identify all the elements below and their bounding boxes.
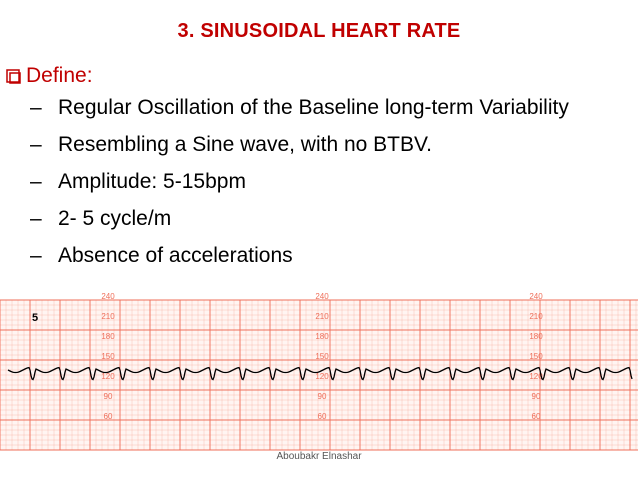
scale-label: 90 (317, 392, 327, 401)
bullet-item (30, 96, 630, 119)
dash-marker: – (30, 170, 42, 193)
footer-author: Aboubakr Elnashar (276, 451, 362, 462)
bullet-text: Resembling a Sine wave, with no BTBV. (58, 133, 432, 156)
scale-label: 150 (315, 352, 329, 361)
bullet-item (30, 207, 630, 230)
dash-marker: – (30, 244, 42, 267)
bullet-text: 2- 5 cycle/m (58, 207, 172, 230)
scale-label: 60 (317, 412, 327, 421)
scale-label: 180 (101, 332, 115, 341)
ctg-trace-strip (0, 292, 638, 450)
scale-label: 120 (101, 372, 115, 381)
dash-marker: – (30, 133, 42, 156)
scale-label: 210 (101, 312, 115, 321)
scale-label: 90 (103, 392, 113, 401)
scale-label: 60 (531, 412, 541, 421)
bullet-list (30, 96, 630, 281)
dash-marker: – (30, 96, 42, 119)
scale-label: 240 (315, 292, 329, 301)
scale-label: 120 (529, 372, 543, 381)
bullet-item (30, 133, 630, 156)
scale-label: 180 (529, 332, 543, 341)
bullet-item (30, 170, 630, 193)
scale-label: 180 (315, 332, 329, 341)
scale-label: 210 (315, 312, 329, 321)
define-heading (6, 64, 93, 88)
strip-number: 5 (32, 312, 39, 324)
bullet-text: Regular Oscillation of the Baseline long-term Variability (58, 96, 569, 119)
scale-label: 240 (529, 292, 543, 301)
define-label: Define: (26, 64, 93, 87)
scale-label: 240 (101, 292, 115, 301)
bullet-text: Amplitude: 5-15bpm (58, 170, 246, 193)
dash-marker: – (30, 207, 42, 230)
scale-label: 120 (315, 372, 329, 381)
scale-label: 210 (529, 312, 543, 321)
scale-label: 60 (103, 412, 113, 421)
bullet-text: Absence of accelerations (58, 244, 293, 267)
scale-label: 150 (529, 352, 543, 361)
scale-label: 150 (101, 352, 115, 361)
slide-title: 3. SINUSOIDAL HEART RATE (177, 20, 461, 42)
checkbox-bullet-icon (6, 69, 21, 84)
bullet-item (30, 244, 630, 267)
scale-label: 90 (531, 392, 541, 401)
